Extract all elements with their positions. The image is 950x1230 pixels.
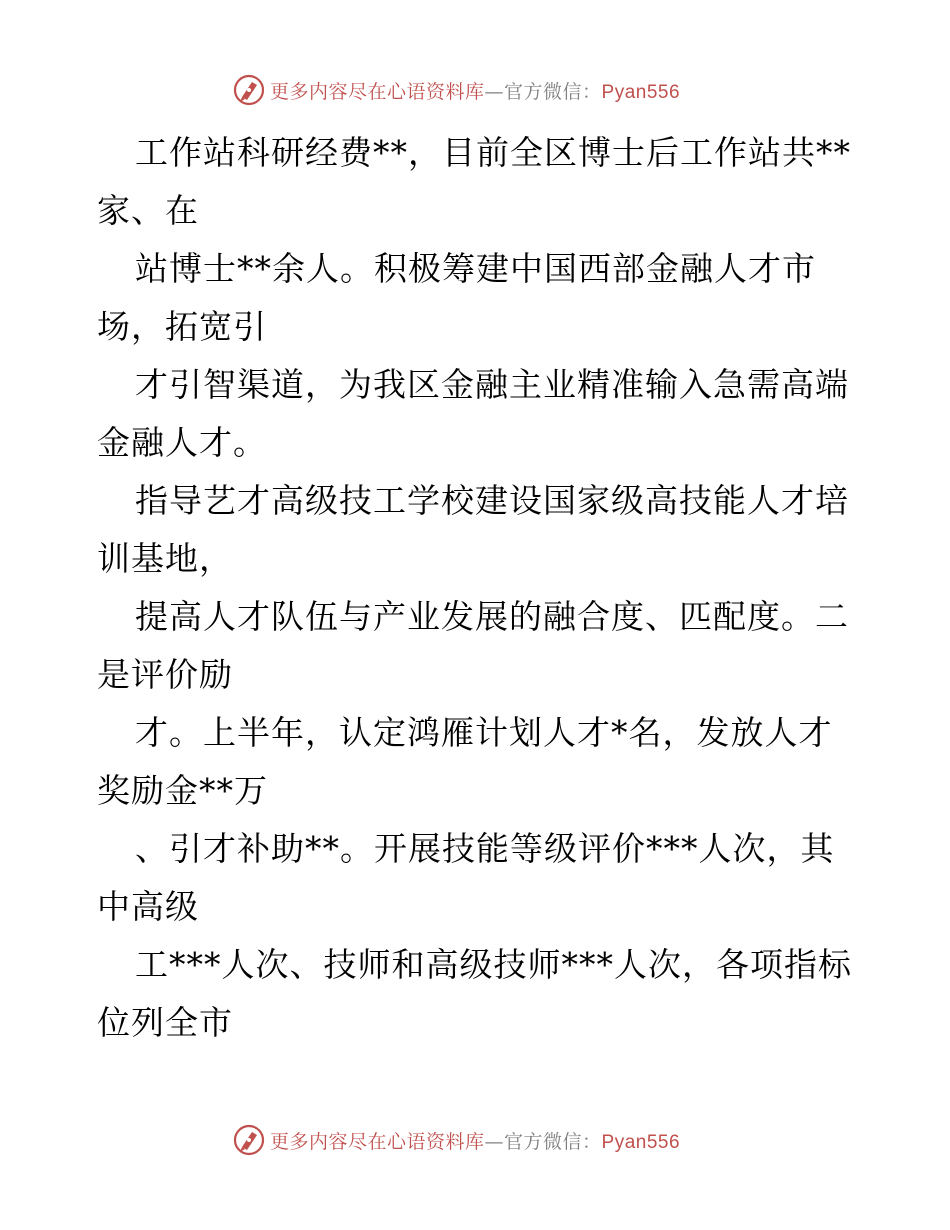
- banner-wechat-label: 官方微信：: [504, 80, 602, 103]
- document-body: [97, 124, 857, 1052]
- banner-text: [270, 1127, 680, 1154]
- body-line: 才。上半年，认定鸿雁计划人才*名，发放人才: [135, 713, 833, 752]
- body-line: 家、在: [97, 191, 199, 230]
- banner-wechat-label: 官方微信：: [504, 1130, 602, 1153]
- body-line: 工作站科研经费**，目前全区博士后工作站共**: [135, 133, 851, 172]
- body-line: 是评价励: [97, 655, 233, 694]
- body-line: 金融人才。: [97, 423, 267, 462]
- body-line: 站博士**余人。积极筹建中国西部金融人才市: [135, 249, 816, 288]
- header-banner: [232, 70, 680, 110]
- banner-dash: —: [484, 80, 505, 103]
- banner-wechat-id: Pyan556: [601, 1131, 681, 1153]
- body-line: 场，拓宽引: [97, 307, 267, 346]
- banner-dash: —: [484, 1130, 505, 1153]
- body-line: 中高级: [97, 887, 199, 926]
- body-line: 工***人次、技师和高级技师***人次，各项指标: [135, 945, 852, 984]
- footer-banner: [232, 1120, 680, 1160]
- banner-text: [270, 77, 680, 104]
- body-line: 奖励金**万: [97, 771, 268, 810]
- body-line: 指导艺才高级技工学校建设国家级高技能人才培: [135, 481, 849, 520]
- banner-wechat-id: Pyan556: [601, 81, 681, 103]
- body-line: 训基地，: [97, 539, 233, 578]
- banner-library-text: 更多内容尽在心语资料库: [270, 1130, 485, 1153]
- body-line: 、引才补助**。开展技能等级评价***人次，其: [135, 829, 835, 868]
- body-line: 位列全市: [97, 1003, 233, 1042]
- body-line: 才引智渠道，为我区金融主业精准输入急需高端: [135, 365, 849, 404]
- pen-nib-logo-icon: [232, 73, 266, 107]
- pen-nib-logo-icon: [232, 1123, 266, 1157]
- body-line: 提高人才队伍与产业发展的融合度、匹配度。二: [135, 597, 849, 636]
- banner-library-text: 更多内容尽在心语资料库: [270, 80, 485, 103]
